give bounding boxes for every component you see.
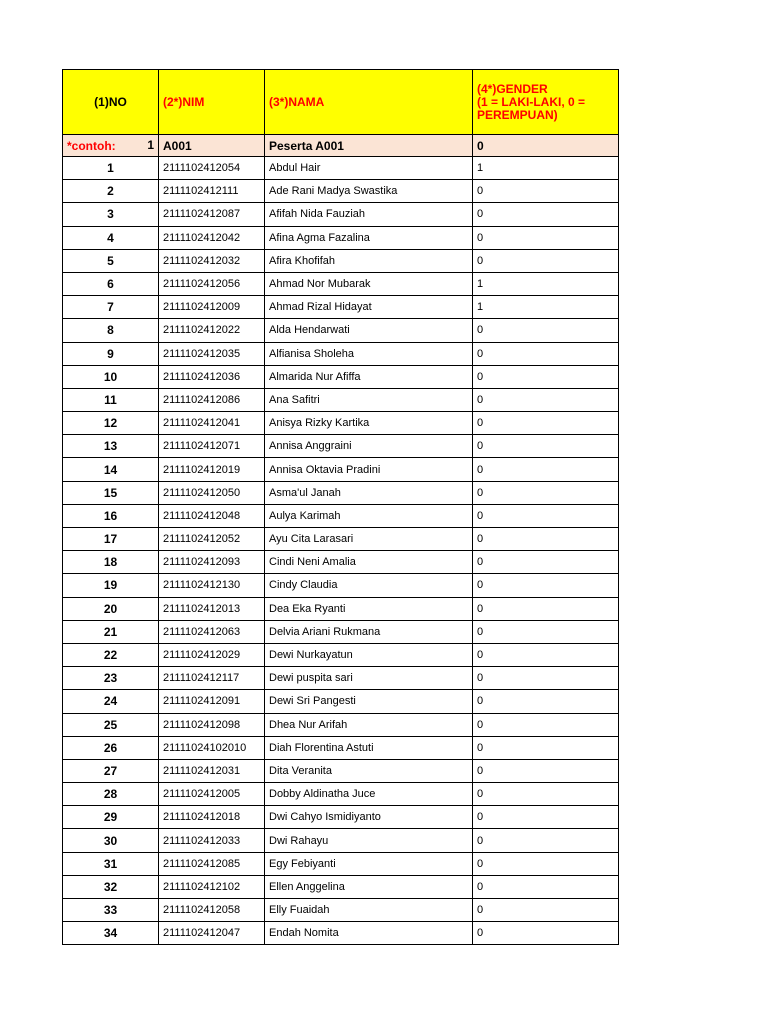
- example-no-cell[interactable]: [63, 135, 159, 157]
- gender-cell[interactable]: 0: [473, 806, 619, 829]
- nim-cell[interactable]: 2111102412042: [159, 226, 265, 249]
- no-cell[interactable]: 17: [63, 528, 159, 551]
- table-row: [63, 829, 619, 852]
- no-cell[interactable]: 24: [63, 690, 159, 713]
- nim-cell[interactable]: 2111102412093: [159, 551, 265, 574]
- participant-table: [62, 69, 619, 945]
- nim-cell[interactable]: 2111102412111: [159, 180, 265, 203]
- gender-cell[interactable]: 1: [473, 272, 619, 295]
- nama-cell[interactable]: Dewi Sri Pangesti: [265, 690, 473, 713]
- nim-cell[interactable]: 2111102412085: [159, 852, 265, 875]
- table-row: [63, 272, 619, 295]
- nim-cell[interactable]: 2111102412102: [159, 875, 265, 898]
- nama-cell[interactable]: Egy Febiyanti: [265, 852, 473, 875]
- nim-cell[interactable]: 2111102412029: [159, 643, 265, 666]
- no-cell[interactable]: 5: [63, 249, 159, 272]
- nim-cell[interactable]: 2111102412036: [159, 365, 265, 388]
- nama-cell[interactable]: Annisa Oktavia Pradini: [265, 458, 473, 481]
- no-cell[interactable]: 13: [63, 435, 159, 458]
- table-row: [63, 597, 619, 620]
- table-row: [63, 365, 619, 388]
- nama-cell[interactable]: Elly Fuaidah: [265, 899, 473, 922]
- nim-cell[interactable]: 21111024102010: [159, 736, 265, 759]
- no-cell[interactable]: 4: [63, 226, 159, 249]
- table-row: [63, 620, 619, 643]
- example-nim[interactable]: A001: [159, 135, 265, 157]
- nama-cell[interactable]: Dewi puspita sari: [265, 667, 473, 690]
- gender-cell[interactable]: 0: [473, 180, 619, 203]
- nama-cell[interactable]: Ellen Anggelina: [265, 875, 473, 898]
- table-row: [63, 783, 619, 806]
- nim-cell[interactable]: 2111102412086: [159, 388, 265, 411]
- gender-cell[interactable]: 0: [473, 319, 619, 342]
- example-row: [63, 135, 619, 157]
- example-label: *contoh:: [67, 138, 116, 153]
- table-row: [63, 481, 619, 504]
- no-cell[interactable]: 19: [63, 574, 159, 597]
- table-row: [63, 574, 619, 597]
- nim-cell[interactable]: 2111102412032: [159, 249, 265, 272]
- no-cell[interactable]: 28: [63, 783, 159, 806]
- nama-cell[interactable]: Cindi Neni Amalia: [265, 551, 473, 574]
- nama-cell[interactable]: Dewi Nurkayatun: [265, 643, 473, 666]
- gender-cell[interactable]: 0: [473, 690, 619, 713]
- nim-cell[interactable]: 2111102412005: [159, 783, 265, 806]
- table-row: [63, 412, 619, 435]
- gender-cell[interactable]: 1: [473, 157, 619, 180]
- nim-cell[interactable]: 2111102412022: [159, 319, 265, 342]
- gender-cell[interactable]: 0: [473, 226, 619, 249]
- no-cell[interactable]: 1: [63, 157, 159, 180]
- no-cell[interactable]: 32: [63, 875, 159, 898]
- nama-cell[interactable]: Asma'ul Janah: [265, 481, 473, 504]
- gender-cell[interactable]: 0: [473, 365, 619, 388]
- gender-cell[interactable]: 0: [473, 922, 619, 945]
- gender-cell[interactable]: 0: [473, 736, 619, 759]
- header-nim[interactable]: (2*)NIM: [159, 70, 265, 135]
- table-row: [63, 690, 619, 713]
- table-row: [63, 922, 619, 945]
- gender-cell[interactable]: 0: [473, 899, 619, 922]
- table-row: [63, 736, 619, 759]
- no-cell[interactable]: 29: [63, 806, 159, 829]
- no-cell[interactable]: 3: [63, 203, 159, 226]
- no-cell[interactable]: 14: [63, 458, 159, 481]
- gender-cell[interactable]: 0: [473, 783, 619, 806]
- gender-cell[interactable]: 0: [473, 249, 619, 272]
- nim-cell[interactable]: 2111102412052: [159, 528, 265, 551]
- gender-cell[interactable]: 0: [473, 481, 619, 504]
- nama-cell[interactable]: Annisa Anggraini: [265, 435, 473, 458]
- nim-cell[interactable]: 2111102412130: [159, 574, 265, 597]
- nama-cell[interactable]: Afira Khofifah: [265, 249, 473, 272]
- nama-cell[interactable]: Delvia Ariani Rukmana: [265, 620, 473, 643]
- no-cell[interactable]: 11: [63, 388, 159, 411]
- header-row: [63, 70, 619, 135]
- header-gender-legend-2: PEREMPUAN): [477, 107, 558, 122]
- no-cell[interactable]: 18: [63, 551, 159, 574]
- no-cell[interactable]: 6: [63, 272, 159, 295]
- table-row: [63, 504, 619, 527]
- no-cell[interactable]: 31: [63, 852, 159, 875]
- no-cell[interactable]: 7: [63, 296, 159, 319]
- nama-cell[interactable]: Cindy Claudia: [265, 574, 473, 597]
- nama-cell[interactable]: Ahmad Rizal Hidayat: [265, 296, 473, 319]
- nim-cell[interactable]: 2111102412041: [159, 412, 265, 435]
- header-no[interactable]: (1)NO: [63, 70, 159, 135]
- nim-cell[interactable]: 2111102412050: [159, 481, 265, 504]
- no-cell[interactable]: 10: [63, 365, 159, 388]
- nama-cell[interactable]: Endah Nomita: [265, 922, 473, 945]
- gender-cell[interactable]: 0: [473, 458, 619, 481]
- nim-cell[interactable]: 2111102412009: [159, 296, 265, 319]
- gender-cell[interactable]: 0: [473, 759, 619, 782]
- nim-cell[interactable]: 2111102412018: [159, 806, 265, 829]
- nim-cell[interactable]: 2111102412013: [159, 597, 265, 620]
- table-row: [63, 667, 619, 690]
- table-row: [63, 319, 619, 342]
- gender-cell[interactable]: 0: [473, 551, 619, 574]
- nama-cell[interactable]: Aulya Karimah: [265, 504, 473, 527]
- no-cell[interactable]: 33: [63, 899, 159, 922]
- nama-cell[interactable]: Dwi Rahayu: [265, 829, 473, 852]
- gender-cell[interactable]: 0: [473, 620, 619, 643]
- nim-cell[interactable]: 2111102412047: [159, 922, 265, 945]
- table-row: [63, 713, 619, 736]
- nim-cell[interactable]: 2111102412098: [159, 713, 265, 736]
- nim-cell[interactable]: 2111102412054: [159, 157, 265, 180]
- nim-cell[interactable]: 2111102412031: [159, 759, 265, 782]
- gender-cell[interactable]: 0: [473, 528, 619, 551]
- table-row: [63, 806, 619, 829]
- nim-cell[interactable]: 2111102412091: [159, 690, 265, 713]
- no-cell[interactable]: 26: [63, 736, 159, 759]
- nim-cell[interactable]: 2111102412035: [159, 342, 265, 365]
- table-row: [63, 643, 619, 666]
- nama-cell[interactable]: Ade Rani Madya Swastika: [265, 180, 473, 203]
- no-cell[interactable]: 2: [63, 180, 159, 203]
- nama-cell[interactable]: Alda Hendarwati: [265, 319, 473, 342]
- table-row: [63, 852, 619, 875]
- nim-cell[interactable]: 2111102412063: [159, 620, 265, 643]
- table-row: [63, 458, 619, 481]
- nama-cell[interactable]: Afifah Nida Fauziah: [265, 203, 473, 226]
- example-no: 1: [147, 138, 154, 152]
- nim-cell[interactable]: 2111102412071: [159, 435, 265, 458]
- no-cell[interactable]: 25: [63, 713, 159, 736]
- table-row: [63, 296, 619, 319]
- nama-cell[interactable]: Dea Eka Ryanti: [265, 597, 473, 620]
- nama-cell[interactable]: Ana Safitri: [265, 388, 473, 411]
- nama-cell[interactable]: Diah Florentina Astuti: [265, 736, 473, 759]
- gender-cell[interactable]: 0: [473, 713, 619, 736]
- table-row: [63, 180, 619, 203]
- nim-cell[interactable]: 2111102412058: [159, 899, 265, 922]
- nim-cell[interactable]: 2111102412019: [159, 458, 265, 481]
- nim-cell[interactable]: 2111102412117: [159, 667, 265, 690]
- gender-cell[interactable]: 0: [473, 412, 619, 435]
- gender-cell[interactable]: 0: [473, 829, 619, 852]
- gender-cell[interactable]: 0: [473, 504, 619, 527]
- gender-cell[interactable]: 0: [473, 852, 619, 875]
- gender-cell[interactable]: 0: [473, 667, 619, 690]
- gender-cell[interactable]: 0: [473, 388, 619, 411]
- header-nama[interactable]: (3*)NAMA: [265, 70, 473, 135]
- nama-cell[interactable]: Dobby Aldinatha Juce: [265, 783, 473, 806]
- nim-cell[interactable]: 2111102412087: [159, 203, 265, 226]
- gender-cell[interactable]: 0: [473, 203, 619, 226]
- nama-cell[interactable]: Ahmad Nor Mubarak: [265, 272, 473, 295]
- no-cell[interactable]: 9: [63, 342, 159, 365]
- gender-cell[interactable]: 0: [473, 342, 619, 365]
- table-row: [63, 759, 619, 782]
- header-gender-legend-1: (1 = LAKI-LAKI, 0 =: [477, 94, 586, 109]
- nama-cell[interactable]: Dwi Cahyo Ismidiyanto: [265, 806, 473, 829]
- nama-cell[interactable]: Almarida Nur Afiffa: [265, 365, 473, 388]
- gender-cell[interactable]: 0: [473, 643, 619, 666]
- no-cell[interactable]: 15: [63, 481, 159, 504]
- nama-cell[interactable]: Dhea Nur Arifah: [265, 713, 473, 736]
- table-row: [63, 388, 619, 411]
- no-cell[interactable]: 20: [63, 597, 159, 620]
- header-gender[interactable]: [473, 70, 619, 135]
- gender-cell[interactable]: 0: [473, 875, 619, 898]
- table-row: [63, 157, 619, 180]
- table-row: [63, 528, 619, 551]
- no-cell[interactable]: 12: [63, 412, 159, 435]
- nim-cell[interactable]: 2111102412033: [159, 829, 265, 852]
- table-row: [63, 899, 619, 922]
- gender-cell[interactable]: 0: [473, 435, 619, 458]
- nama-cell[interactable]: Anisya Rizky Kartika: [265, 412, 473, 435]
- gender-cell[interactable]: 1: [473, 296, 619, 319]
- gender-cell[interactable]: 0: [473, 597, 619, 620]
- example-nama[interactable]: Peserta A001: [265, 135, 473, 157]
- no-cell[interactable]: 30: [63, 829, 159, 852]
- table-row: [63, 551, 619, 574]
- no-cell[interactable]: 27: [63, 759, 159, 782]
- nama-cell[interactable]: Alfianisa Sholeha: [265, 342, 473, 365]
- header-gender-title: (4*)GENDER: [477, 81, 548, 96]
- table-row: [63, 203, 619, 226]
- no-cell[interactable]: 22: [63, 643, 159, 666]
- table-row: [63, 342, 619, 365]
- nim-cell[interactable]: 2111102412048: [159, 504, 265, 527]
- no-cell[interactable]: 8: [63, 319, 159, 342]
- nama-cell[interactable]: Afina Agma Fazalina: [265, 226, 473, 249]
- nim-cell[interactable]: 2111102412056: [159, 272, 265, 295]
- nama-cell[interactable]: Abdul Hair: [265, 157, 473, 180]
- gender-cell[interactable]: 0: [473, 574, 619, 597]
- no-cell[interactable]: 21: [63, 620, 159, 643]
- nama-cell[interactable]: Dita Veranita: [265, 759, 473, 782]
- table-row: [63, 875, 619, 898]
- table-row: [63, 435, 619, 458]
- no-cell[interactable]: 34: [63, 922, 159, 945]
- table-row: [63, 249, 619, 272]
- table-row: [63, 226, 619, 249]
- no-cell[interactable]: 23: [63, 667, 159, 690]
- no-cell[interactable]: 16: [63, 504, 159, 527]
- example-gender[interactable]: 0: [473, 135, 619, 157]
- nama-cell[interactable]: Ayu Cita Larasari: [265, 528, 473, 551]
